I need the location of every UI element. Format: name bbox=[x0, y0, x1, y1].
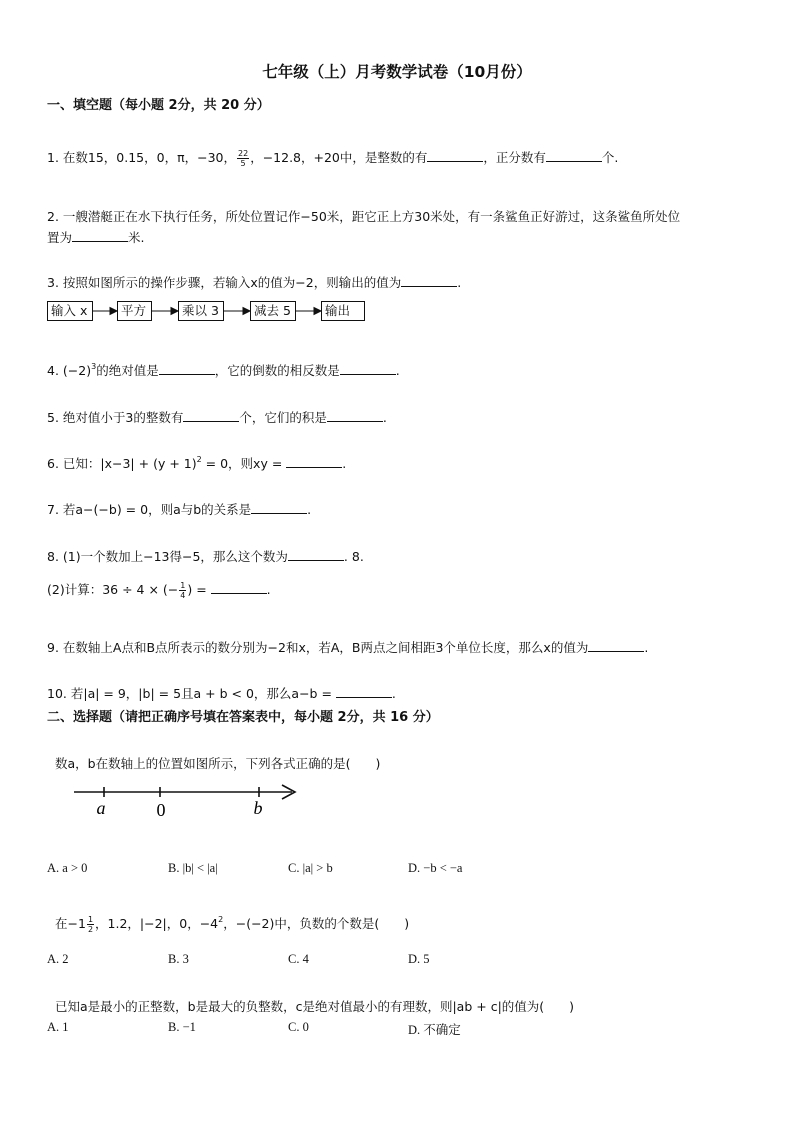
fraction-denominator: 4 bbox=[180, 591, 186, 600]
q2-text-before: 置为 bbox=[47, 230, 73, 245]
section-2-heading: 二、选择题（请把正确序号填在答案表中，每小题 2分，共 16 分） bbox=[47, 710, 439, 725]
answer-blank[interactable] bbox=[211, 592, 267, 594]
fraction-denominator: 5 bbox=[240, 159, 246, 168]
mc-question-3-stem: 已知a是最小的正整数，b是最大的负整数，c是绝对值最小的有理数，则|ab + c|的值为( ) bbox=[55, 999, 575, 1014]
question-2-line-1: 2. 一艘潜艇正在水下执行任务，所处位置记作−50米，距它正上方30米处，有一条鲨鱼正好游过，这条鲨鱼所处位 bbox=[47, 209, 681, 224]
question-5 bbox=[47, 408, 387, 426]
q6-text-after: . bbox=[342, 456, 347, 471]
flow-arrow-head bbox=[243, 308, 250, 315]
fraction-numerator: 22 bbox=[238, 149, 249, 158]
mc3-option-d[interactable]: D. 不确定 bbox=[408, 1023, 461, 1037]
fraction-1-2 bbox=[87, 915, 94, 934]
label-zero: 0 bbox=[156, 800, 166, 820]
question-9 bbox=[47, 638, 648, 656]
mc2-stem-after: ，−(−2)中，负数的个数是( ) bbox=[223, 916, 410, 931]
q1-text-middle2: ，正分数有 bbox=[483, 150, 546, 165]
q6-text-before: 6. 已知：|x−3| + (y + 1) bbox=[47, 456, 197, 471]
q1-text-before: 1. 在数15，0.15，0，π，−30， bbox=[47, 150, 236, 165]
fraction-denominator: 2 bbox=[87, 925, 94, 934]
q8-part2-before: (2)计算：36 ÷ 4 × (− bbox=[47, 582, 179, 597]
mc3-option-a[interactable]: A. 1 bbox=[47, 1020, 69, 1034]
question-8-part-2 bbox=[47, 580, 271, 600]
question-4 bbox=[47, 361, 400, 379]
answer-blank[interactable] bbox=[251, 512, 307, 514]
mc1-option-d[interactable]: D. −b < −a bbox=[408, 861, 463, 875]
q6-text-middle: = 0，则xy = bbox=[201, 456, 287, 471]
section-1-heading: 一、填空题（每小题 2分，共 20 分） bbox=[47, 98, 270, 113]
mc3-option-b[interactable]: B. −1 bbox=[168, 1020, 196, 1034]
flow-arrow-head bbox=[171, 308, 178, 315]
flow-step-subtract-5: 减去 5 bbox=[250, 301, 296, 321]
q5-text-after: . bbox=[382, 410, 387, 425]
q7-text-after: . bbox=[307, 502, 312, 517]
flow-arrow-head bbox=[314, 308, 321, 315]
exponent: 2 bbox=[196, 455, 202, 464]
mc2-stem-middle: ，1.2，|−2|，0，−4 bbox=[95, 916, 219, 931]
question-8-part-1 bbox=[47, 547, 364, 565]
answer-blank[interactable] bbox=[183, 420, 239, 422]
label-b: b bbox=[253, 798, 263, 818]
q4-text-before: 4. (−2) bbox=[47, 363, 92, 378]
answer-blank[interactable] bbox=[340, 373, 396, 375]
q4-text-middle: 的绝对值是 bbox=[96, 363, 159, 378]
question-7 bbox=[47, 500, 311, 518]
flow-arrow-head bbox=[110, 308, 117, 315]
q3-text-after: . bbox=[457, 275, 462, 290]
q1-text-middle: ，−12.8，+20中，是整数的有 bbox=[250, 150, 428, 165]
q10-text-after: . bbox=[391, 686, 396, 701]
q7-text-before: 7. 若a−(−b) = 0，则a与b的关系是 bbox=[47, 502, 252, 517]
mc2-option-c[interactable]: C. 4 bbox=[288, 952, 309, 966]
flow-step-output: 输出 bbox=[321, 301, 365, 321]
q3-text-before: 3. 按照如图所示的操作步骤，若输入x的值为−2，则输出的值为 bbox=[47, 275, 402, 290]
mc1-option-a[interactable]: A. a > 0 bbox=[47, 861, 88, 875]
flow-step-input: 输入 x bbox=[47, 301, 93, 321]
q8-part2-after: ) = bbox=[187, 582, 211, 597]
q2-text-after: 米. bbox=[128, 230, 145, 245]
mc2-option-b[interactable]: B. 3 bbox=[168, 952, 189, 966]
q9-text-after: . bbox=[644, 640, 649, 655]
q4-text-middle2: ，它的倒数的相反数是 bbox=[214, 363, 340, 378]
q4-text-after: . bbox=[395, 363, 400, 378]
answer-blank[interactable] bbox=[336, 696, 392, 698]
q8-text-before: 8. (1)一个数加上−13得−5，那么这个数为 bbox=[47, 549, 288, 564]
mc-question-2-stem bbox=[55, 914, 409, 934]
flow-step-multiply-3: 乘以 3 bbox=[178, 301, 224, 321]
answer-blank[interactable] bbox=[288, 559, 344, 561]
q8-part2-end: . bbox=[266, 582, 271, 597]
question-6 bbox=[47, 454, 346, 472]
q5-text-before: 5. 绝对值小于3的整数有 bbox=[47, 410, 184, 425]
mc3-option-c[interactable]: C. 0 bbox=[288, 1020, 309, 1034]
question-10 bbox=[47, 684, 396, 702]
fraction-numerator: 1 bbox=[180, 581, 186, 590]
answer-blank[interactable] bbox=[159, 373, 215, 375]
number-line-figure bbox=[70, 778, 310, 824]
mc1-option-c[interactable]: C. |a| > b bbox=[288, 861, 333, 875]
answer-blank[interactable] bbox=[286, 466, 342, 468]
mc-question-1-stem: 数a，b在数轴上的位置如图所示，下列各式正确的是( ) bbox=[55, 756, 381, 771]
q1-text-after: 个. bbox=[601, 150, 619, 165]
fraction-1-4 bbox=[179, 581, 186, 600]
answer-blank[interactable] bbox=[588, 650, 644, 652]
q10-text-before: 10. 若|a| = 9，|b| = 5且a + b < 0，那么a−b = bbox=[47, 686, 336, 701]
mc2-option-d[interactable]: D. 5 bbox=[408, 952, 430, 966]
q8-text-after: . 8. bbox=[343, 549, 364, 564]
mc2-option-a[interactable]: A. 2 bbox=[47, 952, 69, 966]
mc2-stem-before: 在−1 bbox=[55, 916, 86, 931]
q9-text-before: 9. 在数轴上A点和B点所表示的数分别为−2和x，若A，B两点之间相距3个单位长度，那么x的值为 bbox=[47, 640, 589, 655]
answer-blank[interactable] bbox=[327, 420, 383, 422]
flow-step-square: 平方 bbox=[117, 301, 152, 321]
page-title: 七年级（上）月考数学试卷（10月份） bbox=[262, 63, 532, 81]
mc1-option-b[interactable]: B. |b| < |a| bbox=[168, 861, 218, 875]
q5-text-middle: 个，它们的积是 bbox=[239, 410, 327, 425]
exponent: 3 bbox=[91, 362, 97, 371]
exponent: 2 bbox=[218, 915, 224, 924]
fraction-numerator: 1 bbox=[87, 915, 94, 924]
label-a: a bbox=[96, 798, 106, 818]
